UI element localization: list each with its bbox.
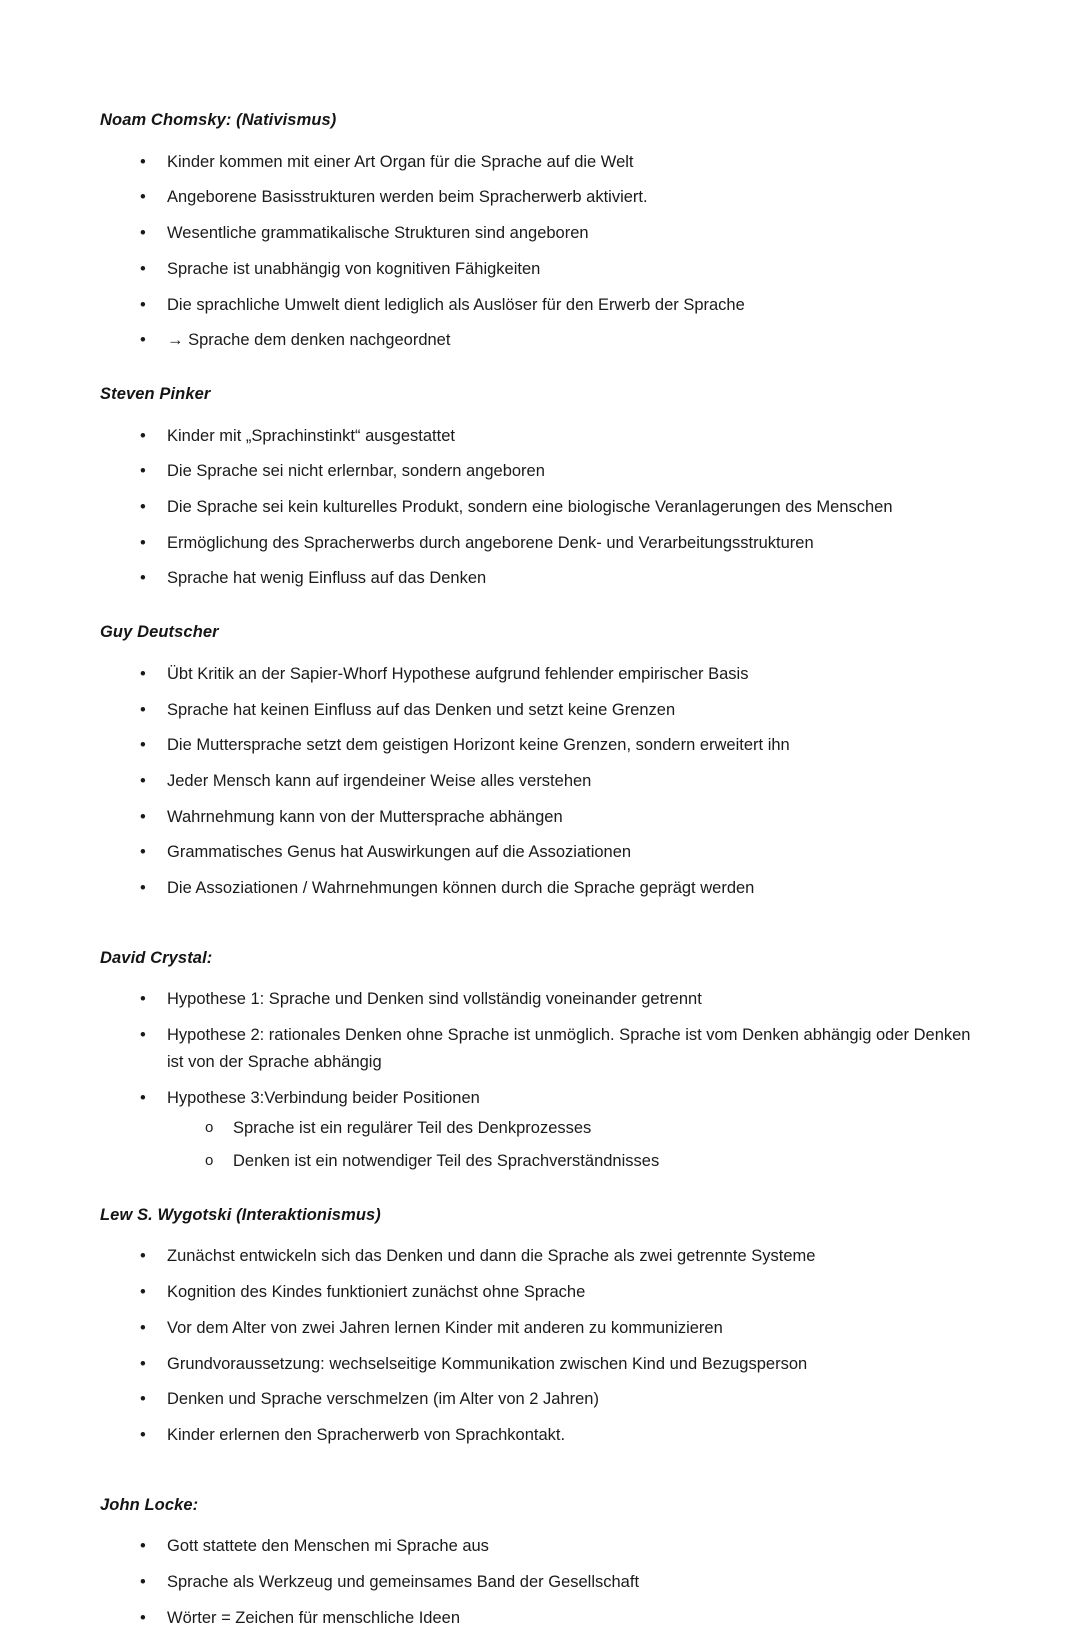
bullet-icon: •: [140, 331, 146, 350]
list-item-text: Wörter = Zeichen für menschliche Ideen: [167, 1608, 461, 1627]
list-item-text: Wesentliche grammatikalische Strukturen sind angeboren: [167, 224, 589, 243]
list-item: [100, 184, 980, 211]
sub-bullet-icon: o: [205, 1119, 214, 1137]
list-item-text: Übt Kritik an der Sapier-Whorf Hypothese aufgrund fehlender empirischer Basis: [167, 664, 749, 683]
list-item-text: Zunächst entwickeln sich das Denken und dann die Sprache als zwei getrennte Systeme: [167, 1247, 816, 1266]
bullet-icon: •: [140, 1608, 146, 1627]
list-item: [100, 530, 980, 557]
list-item-text: Kinder kommen mit einer Art Organ für die Sprache auf die Welt: [167, 152, 634, 171]
bullet-icon: •: [140, 1354, 146, 1373]
bullet-list: [100, 661, 980, 902]
bullet-icon: •: [140, 462, 146, 481]
bullet-icon: •: [140, 1390, 146, 1409]
list-item-text: Grammatisches Genus hat Auswirkungen auf die Assoziationen: [167, 843, 632, 862]
bullet-icon: •: [140, 843, 146, 862]
list-item-text: Die Sprache sei nicht erlernbar, sondern angeboren: [167, 462, 545, 481]
bullet-icon: •: [140, 1026, 146, 1045]
list-item: [100, 494, 980, 521]
sub-bullet-list: [167, 1115, 980, 1174]
bullet-list: [100, 1533, 980, 1631]
sub-list-item: [167, 1148, 980, 1175]
list-item-text: Sprache ist unabhängig von kognitiven Fähigkeiten: [167, 259, 541, 278]
section: [100, 622, 980, 902]
bullet-icon: •: [140, 295, 146, 314]
list-item: [100, 565, 980, 592]
list-item-text: Kinder erlernen den Spracherwerb von Sprachkontakt.: [167, 1425, 566, 1444]
list-item-text: Hypothese 3:Verbindung beider Positionen: [167, 1088, 480, 1107]
bullet-icon: •: [140, 1088, 146, 1107]
bullet-list: [100, 149, 980, 354]
sub-bullet-icon: o: [205, 1152, 214, 1170]
list-item: [100, 256, 980, 283]
list-item-text: Jeder Mensch kann auf irgendeiner Weise alles verstehen: [167, 771, 592, 790]
bullet-icon: •: [140, 1573, 146, 1592]
bullet-icon: •: [140, 152, 146, 171]
list-item-text: Sprache hat keinen Einfluss auf das Denken und setzt keine Grenzen: [167, 700, 676, 719]
sub-list-item: [167, 1115, 980, 1142]
bullet-icon: •: [140, 426, 146, 445]
bullet-list: [100, 986, 980, 1174]
bullet-icon: •: [140, 1283, 146, 1302]
list-item: [100, 149, 980, 176]
list-item-text: Kinder mit „Sprachinstinkt“ ausgestattet: [167, 426, 455, 445]
list-item: [100, 661, 980, 688]
list-item: [100, 1243, 980, 1270]
list-item-text: Die Muttersprache setzt dem geistigen Horizont keine Grenzen, sondern erweitert ihn: [167, 736, 790, 755]
sub-list-item-text: Denken ist ein notwendiger Teil des Sprachverständnisses: [233, 1152, 660, 1171]
list-item: [100, 1022, 980, 1075]
list-item: [100, 986, 980, 1013]
bullet-icon: •: [140, 1247, 146, 1266]
bullet-icon: •: [140, 1318, 146, 1337]
bullet-icon: •: [140, 736, 146, 755]
list-item: [100, 458, 980, 485]
list-item: [100, 875, 980, 902]
section: [100, 110, 980, 354]
section-heading: Noam Chomsky: (Nativismus): [100, 111, 337, 129]
list-item: [100, 292, 980, 319]
list-item: [100, 1085, 980, 1175]
bullet-icon: •: [140, 807, 146, 826]
list-item: [100, 220, 980, 247]
list-item-text: Kognition des Kindes funktioniert zunächst ohne Sprache: [167, 1283, 586, 1302]
list-item-text: Denken und Sprache verschmelzen (im Alter von 2 Jahren): [167, 1390, 599, 1409]
bullet-icon: •: [140, 990, 146, 1009]
list-item: [100, 1279, 980, 1306]
section-heading: David Crystal:: [100, 948, 213, 967]
list-item: [100, 804, 980, 831]
list-item-text: Wahrnehmung kann von der Muttersprache abhängen: [167, 807, 563, 826]
bullet-icon: •: [140, 1537, 146, 1556]
list-item-text: Ermöglichung des Spracherwerbs durch angeborene Denk- und Verarbeitungsstrukturen: [167, 533, 814, 552]
list-item: [100, 1422, 980, 1449]
list-item: [100, 839, 980, 866]
document-body: [100, 110, 980, 1631]
list-item-text: → Sprache dem denken nachgeordnet: [167, 331, 451, 350]
list-item-text: Grundvoraussetzung: wechselseitige Kommunikation zwischen Kind und Bezugsperson: [167, 1354, 808, 1373]
list-item: [100, 1533, 980, 1560]
list-item: [100, 1315, 980, 1342]
list-item-text: Gott stattete den Menschen mi Sprache aus: [167, 1537, 489, 1556]
section: [100, 948, 980, 1175]
bullet-icon: •: [140, 259, 146, 278]
list-item: [100, 732, 980, 759]
list-item-text: Die sprachliche Umwelt dient lediglich als Auslöser für den Erwerb der Sprache: [167, 295, 745, 314]
list-item: [100, 423, 980, 450]
list-item-text: Die Sprache sei kein kulturelles Produkt, sondern eine biologische Veranlagerungen des Menschen: [167, 498, 893, 516]
section-heading: Guy Deutscher: [100, 623, 219, 642]
sub-list-item-text: Sprache ist ein regulärer Teil des Denkprozesses: [233, 1119, 592, 1138]
bullet-icon: •: [140, 1425, 146, 1444]
section: [100, 1205, 980, 1449]
bullet-icon: •: [140, 879, 146, 898]
list-item: [100, 768, 980, 795]
bullet-icon: •: [140, 700, 146, 719]
list-item: [100, 1386, 980, 1413]
bullet-icon: •: [140, 771, 146, 790]
section-heading: John Locke:: [100, 1495, 199, 1514]
list-item: [100, 1569, 980, 1596]
section: [100, 1495, 980, 1631]
list-item-text: Angeborene Basisstrukturen werden beim Spracherwerb aktiviert.: [167, 188, 648, 207]
section-heading: Lew S. Wygotski (Interaktionismus): [100, 1205, 381, 1224]
bullet-list: [100, 1243, 980, 1448]
bullet-icon: •: [140, 498, 146, 516]
bullet-icon: •: [140, 664, 146, 683]
list-item-text: Die Assoziationen / Wahrnehmungen können durch die Sprache geprägt werden: [167, 879, 755, 898]
section: [100, 384, 980, 592]
list-item-text: Hypothese 1: Sprache und Denken sind vollständig voneinander getrennt: [167, 990, 702, 1009]
list-item-text: Sprache als Werkzeug und gemeinsames Band der Gesellschaft: [167, 1573, 640, 1592]
list-item-text: Hypothese 2: rationales Denken ohne Sprache ist unmöglich. Sprache ist vom Denken abhängig oder Denken ist von der Sprache abhängig: [167, 1026, 971, 1071]
bullet-icon: •: [140, 188, 146, 207]
list-item: [100, 1351, 980, 1378]
bullet-list: [100, 423, 980, 593]
list-item: [100, 327, 980, 354]
list-item: [100, 1605, 980, 1631]
bullet-icon: •: [140, 224, 146, 243]
bullet-icon: •: [140, 533, 146, 552]
bullet-icon: •: [140, 569, 146, 588]
list-item-text: Sprache hat wenig Einfluss auf das Denken: [167, 569, 487, 588]
section-heading: Steven Pinker: [100, 384, 211, 403]
list-item: [100, 697, 980, 724]
list-item-text: Vor dem Alter von zwei Jahren lernen Kinder mit anderen zu kommunizieren: [167, 1318, 723, 1337]
